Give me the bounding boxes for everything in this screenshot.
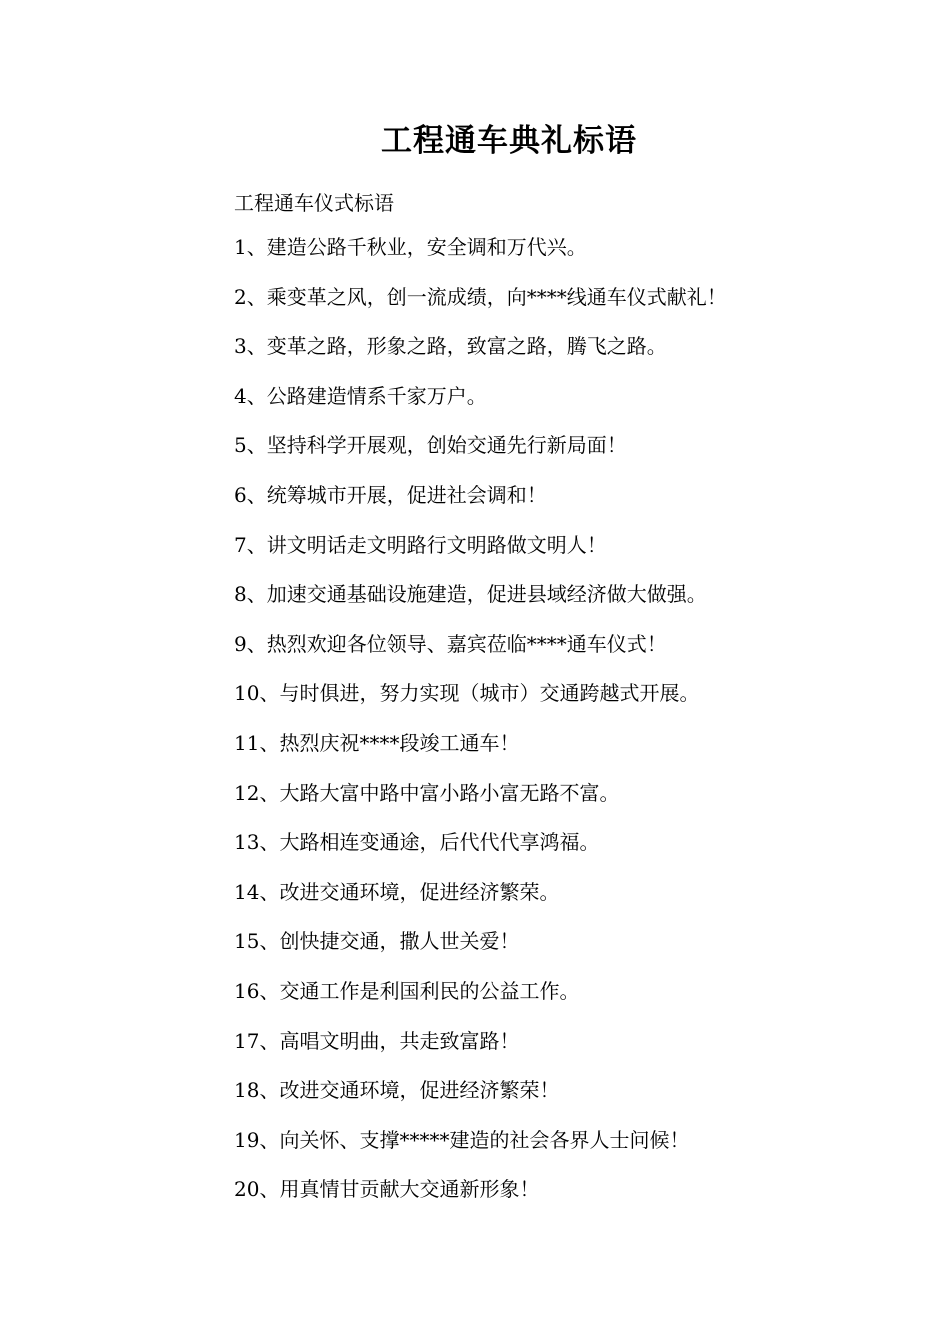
list-item: 4、公路建造情系千家万户。 <box>234 383 487 408</box>
list-item: 20、用真情甘贡献大交通新形象！ <box>234 1177 540 1202</box>
list-item: 8、加速交通基础设施建造，促进县域经济做大做强。 <box>234 582 707 607</box>
list-item: 15、创快捷交通，撒人世关爱！ <box>234 929 520 954</box>
list-item: 19、向关怀、支撑*****建造的社会各界人士问候！ <box>234 1127 690 1152</box>
list-item: 16、交通工作是利国利民的公益工作。 <box>234 978 580 1003</box>
slogan-list <box>234 232 727 1224</box>
list-item: 9、热烈欢迎各位领导、嘉宾莅临****通车仪式！ <box>234 631 667 656</box>
list-item: 7、讲文明话走文明路行文明路做文明人！ <box>234 532 607 557</box>
list-item: 1、建造公路千秋业，安全调和万代兴。 <box>234 235 587 259</box>
list-item: 6、统筹城市开展，促进社会调和！ <box>234 482 547 507</box>
page-title: 工程通车典礼标语 <box>381 123 637 159</box>
list-item: 11、热烈庆祝****段竣工通车！ <box>234 730 520 755</box>
list-item: 3、变革之路，形象之路，致富之路，腾飞之路。 <box>234 334 667 359</box>
list-item: 10、与时俱进，努力实现（城市）交通跨越式开展。 <box>234 681 700 706</box>
list-item: 5、坚持科学开展观，创始交通先行新局面！ <box>234 433 627 458</box>
list-item: 13、大路相连变通途，后代代代享鸿福。 <box>234 830 600 855</box>
list-item: 12、大路大富中路中富小路小富无路不富。 <box>234 780 620 805</box>
list-item: 2、乘变革之风，创一流成绩，向****线通车仪式献礼！ <box>234 284 727 309</box>
list-item: 17、高唱文明曲，共走致富路！ <box>234 1028 520 1053</box>
list-item: 18、改进交通环境，促进经济繁荣！ <box>234 1078 560 1103</box>
section-subtitle: 工程通车仪式标语 <box>234 191 394 215</box>
list-item: 14、改进交通环境，促进经济繁荣。 <box>234 879 560 904</box>
